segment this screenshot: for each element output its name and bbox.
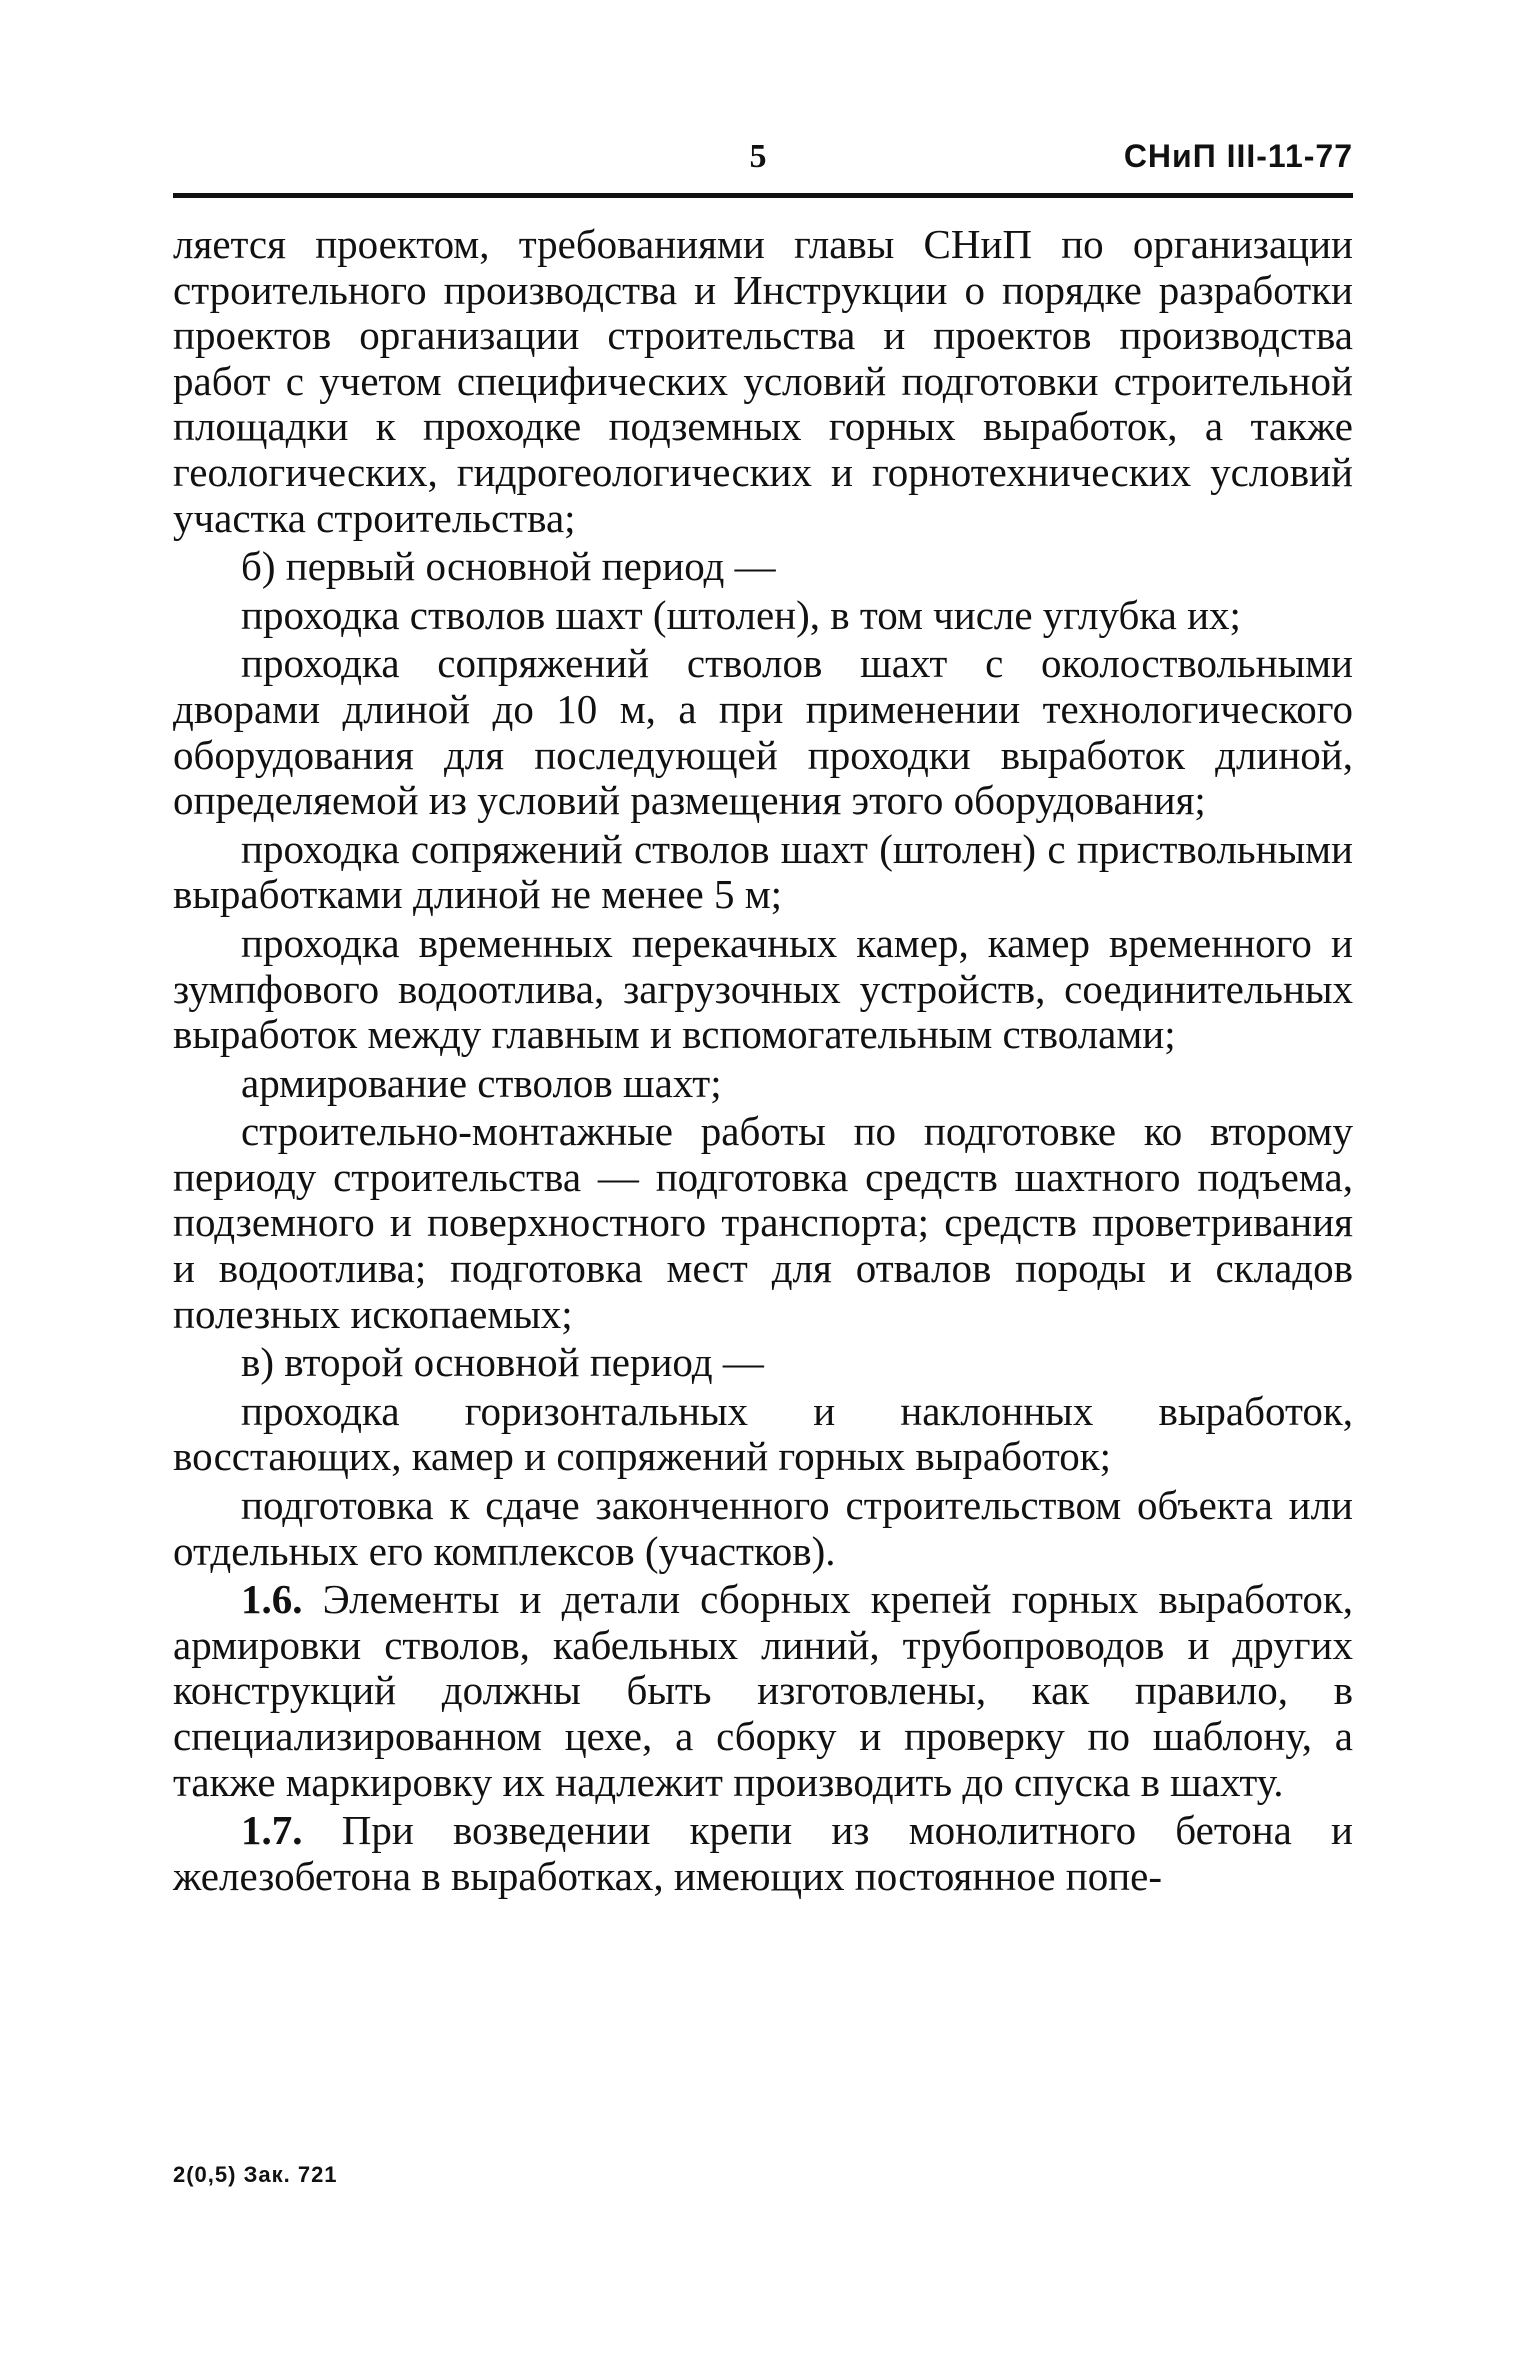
- section-1-6: [173, 1577, 1353, 1805]
- paragraph: проходка горизонтальных и наклонных выработок, восстающих, камер и сопряжений горных выработок;: [173, 1387, 1353, 1480]
- paragraph: строительно-монтажные работы по подготовке ко второму периоду строительства — подготовка средств шахтного подъема, подземного и поверхностного транспорта; средств проветривания и водоотлива; подготовка мест для отвалов породы и складов полезных ископаемых;: [173, 1108, 1353, 1337]
- body-text: [173, 222, 1353, 1902]
- page-header: [173, 138, 1353, 188]
- paragraph: подготовка к сдаче законченного строительством объекта или отдельных его комплексов (участков).: [173, 1482, 1353, 1574]
- page-number: 5: [749, 138, 767, 175]
- paragraph: проходка сопряжений стволов шахт с околоствольными дворами длиной до 10 м, а при применении технологического оборудования для последующей проходки выработок длиной, определяемой из условий размещения этого оборудования;: [173, 640, 1353, 824]
- section-number: 1.6.: [241, 1576, 303, 1623]
- section-number: 1.7.: [241, 1807, 303, 1854]
- paragraph: проходка стволов шахт (штолен), в том числе углубка их;: [241, 591, 1241, 638]
- paragraph: проходка сопряжений стволов шахт (штолен) с приствольными выработками длиной не менее 5 м;: [173, 825, 1353, 918]
- paragraph: ляется проектом, требованиями главы СНиП по организации строительного производства и Инструкции о порядке разработки проектов организации строительства и проектов производства работ с учетом специфических условий подготовки строительной площадки к проходке подземных горных выработок, а также геологических, гидрогеологических и горнотехнических условий участка строительства;: [173, 221, 1353, 541]
- header-rule: [173, 193, 1353, 198]
- paragraph: б) первый основной период —: [241, 543, 776, 590]
- section-text: Элементы и детали сборных крепей горных выработок, армировки стволов, кабельных линий, трубопроводов и других конструкций должны быть изготовлены, как правило, в специализированном цехе, а сборку и проверку по шаблону, а также маркировку их надлежит производить до спуска в шахту.: [173, 1576, 1354, 1805]
- document-code: СНиП III-11-77: [1123, 138, 1353, 174]
- print-note: 2(0,5) Зак. 721: [173, 2162, 338, 2187]
- section-text: При возведении крепи из монолитного бетона и железобетона в выработках, имеющих постоянное попе-: [173, 1807, 1354, 1899]
- paragraph: проходка временных перекачных камер, камер временного и зумпфового водоотлива, загрузочных устройств, соединительных выработок между главным и вспомогательным стволами;: [173, 919, 1353, 1058]
- paragraph: армирование стволов шахт;: [241, 1059, 722, 1106]
- paragraph: в) второй основной период —: [241, 1339, 764, 1386]
- section-1-7: [173, 1808, 1353, 1899]
